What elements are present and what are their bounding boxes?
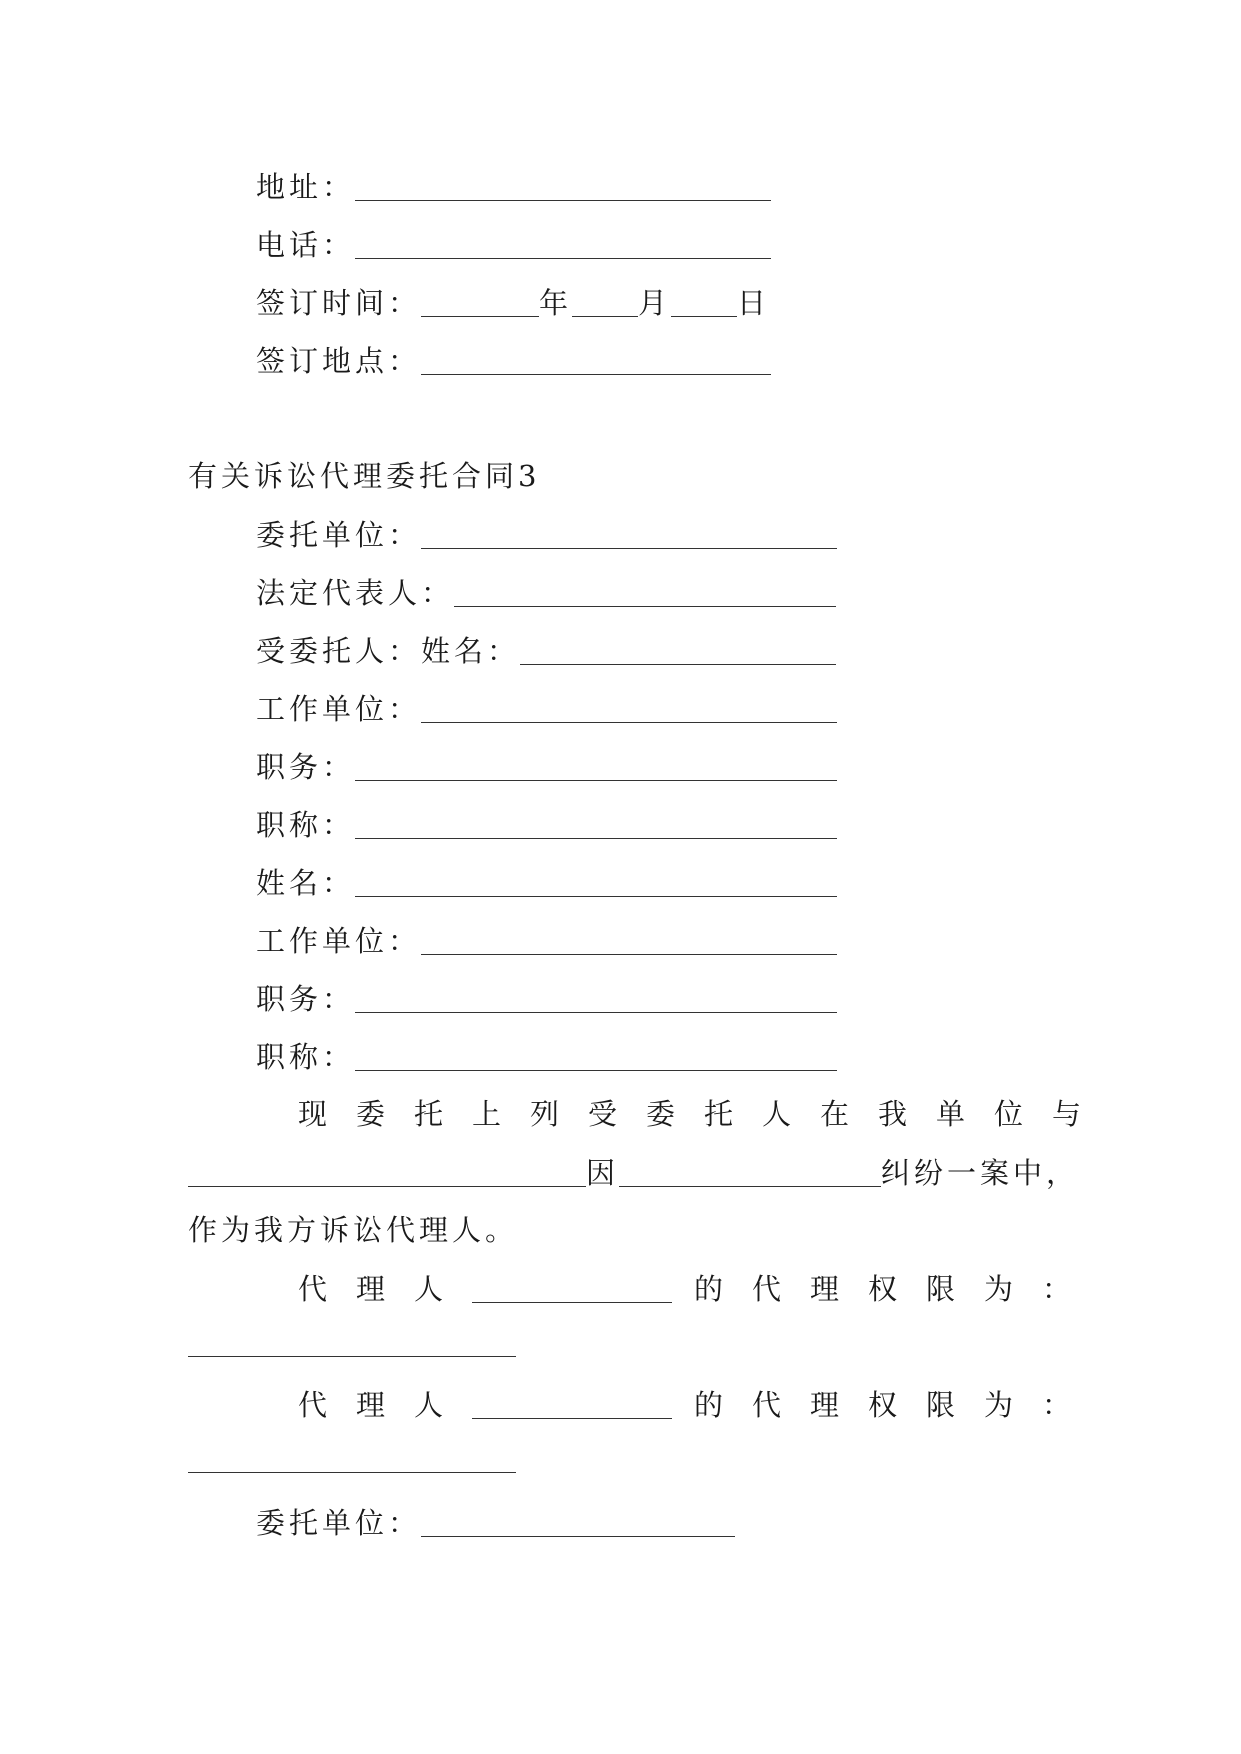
- agent-suffix-2: 的代理权限为：: [694, 1388, 1101, 1422]
- work-unit-label-1: 工作单位：: [256, 692, 422, 726]
- phone-line: [256, 224, 771, 264]
- para1-line1: 现委托上列受委托人在我单位与: [298, 1097, 1111, 1131]
- work-unit-blank-1[interactable]: [421, 692, 837, 723]
- title-line-2: [256, 1036, 837, 1076]
- opponent-blank[interactable]: [188, 1156, 586, 1187]
- sign-place-line: [256, 340, 771, 380]
- name-blank-2[interactable]: [355, 866, 837, 897]
- agent-prefix-2: 代理人: [298, 1388, 473, 1422]
- year-text: 年: [539, 286, 573, 320]
- agent-name-blank-1[interactable]: [472, 1272, 672, 1303]
- duty-label-2: 职务：: [256, 982, 356, 1016]
- agent-name-label: 受委托人：姓名：: [256, 634, 521, 668]
- month-blank[interactable]: [572, 286, 638, 317]
- year-blank[interactable]: [421, 286, 539, 317]
- client-unit-blank[interactable]: [421, 518, 837, 549]
- dispute-text: 纠纷一案中，: [881, 1156, 1080, 1190]
- agent-prefix-1: 代理人: [298, 1272, 473, 1306]
- name-line-2: [256, 862, 837, 902]
- duty-label-1: 职务：: [256, 750, 356, 784]
- title-blank-2[interactable]: [355, 1040, 837, 1071]
- para1-line2: [188, 1152, 1079, 1192]
- title-line-1: [256, 804, 837, 844]
- because-text: 因: [586, 1156, 620, 1190]
- address-label: 地址：: [256, 170, 356, 204]
- month-text: 月: [638, 286, 672, 320]
- duty-line-1: [256, 746, 837, 786]
- legal-rep-blank[interactable]: [454, 576, 836, 607]
- dispute-blank[interactable]: [619, 1156, 881, 1187]
- phone-blank[interactable]: [355, 228, 771, 259]
- legal-rep-label: 法定代表人：: [256, 576, 455, 610]
- duty-blank-1[interactable]: [355, 750, 837, 781]
- client-unit-footer-label: 委托单位：: [256, 1506, 422, 1540]
- client-unit-line: [256, 514, 837, 554]
- title-label-2: 职称：: [256, 1040, 356, 1074]
- title-label-1: 职称：: [256, 808, 356, 842]
- work-unit-label-2: 工作单位：: [256, 924, 422, 958]
- client-unit-footer-blank[interactable]: [421, 1506, 735, 1537]
- day-text: 日: [737, 286, 771, 320]
- duty-line-2: [256, 978, 837, 1018]
- work-unit-line-1: [256, 688, 837, 728]
- work-unit-line-2: [256, 920, 837, 960]
- sign-place-blank[interactable]: [421, 344, 771, 375]
- work-unit-blank-2[interactable]: [421, 924, 837, 955]
- agent-name-blank-2[interactable]: [472, 1388, 672, 1419]
- para1-line3: 作为我方诉讼代理人。: [188, 1213, 519, 1247]
- agent-authority-line-2: [298, 1384, 1100, 1424]
- contract-heading: 有关诉讼代理委托合同3: [188, 459, 541, 493]
- legal-rep-line: [256, 572, 836, 612]
- address-blank[interactable]: [355, 170, 771, 201]
- phone-label: 电话：: [256, 228, 356, 262]
- sign-time-label: 签订时间：: [256, 286, 422, 320]
- day-blank[interactable]: [671, 286, 737, 317]
- authority-blank-2[interactable]: [188, 1470, 516, 1473]
- agent-suffix-1: 的代理权限为：: [694, 1272, 1101, 1306]
- agent-authority-line-1: [298, 1268, 1100, 1308]
- sign-time-line: [256, 282, 770, 322]
- agent-name-blank[interactable]: [520, 634, 836, 665]
- sign-place-label: 签订地点：: [256, 344, 422, 378]
- client-unit-label: 委托单位：: [256, 518, 422, 552]
- title-blank-1[interactable]: [355, 808, 837, 839]
- client-unit-footer-line: [256, 1502, 735, 1542]
- address-line: [256, 166, 771, 206]
- name-label-2: 姓名：: [256, 866, 356, 900]
- authority-blank-1[interactable]: [188, 1354, 516, 1357]
- agent-name-line: [256, 630, 836, 670]
- duty-blank-2[interactable]: [355, 982, 837, 1013]
